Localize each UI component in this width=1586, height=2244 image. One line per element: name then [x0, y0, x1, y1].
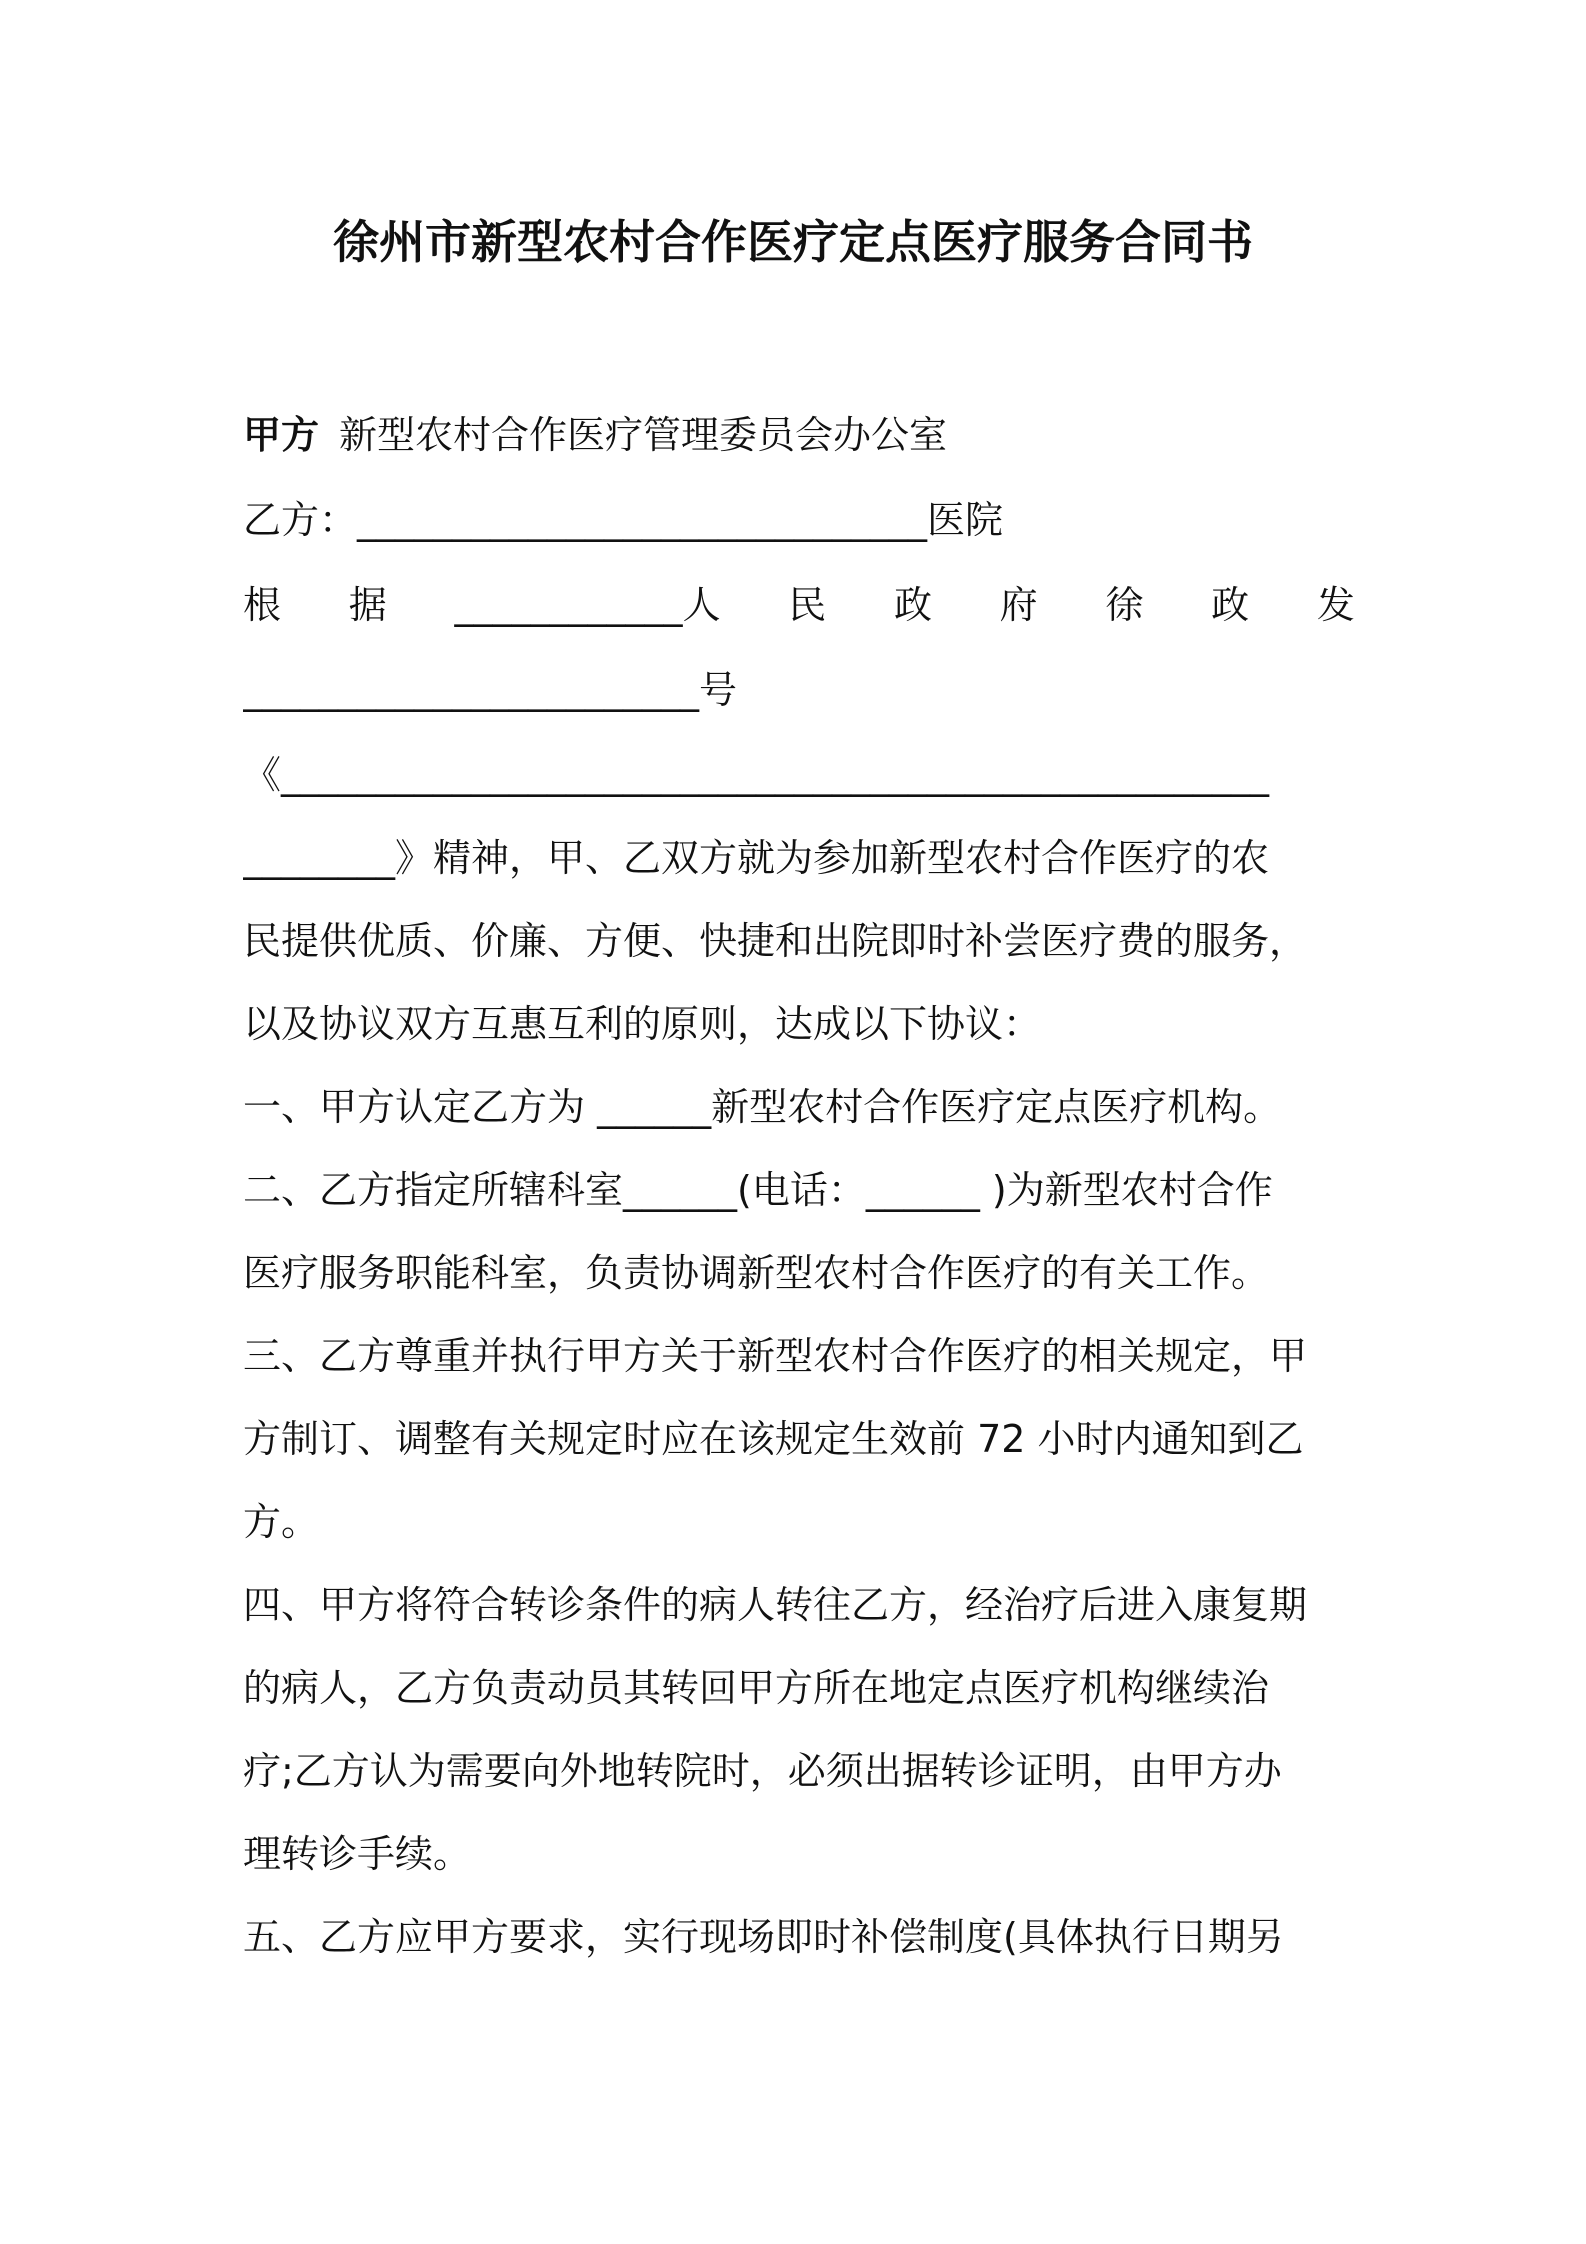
party-a-line	[243, 410, 1355, 460]
body-line: 《____________________________________________________	[243, 753, 1270, 797]
basis-char: 徐	[1105, 583, 1144, 627]
party-b-line: 乙方：______________________________医院	[243, 498, 1004, 542]
basis-char: 政	[893, 583, 932, 627]
body-line: 方制订、调整有关规定时应在该规定生效前 72 小时内通知到乙	[243, 1417, 1304, 1461]
basis-line	[243, 580, 1355, 630]
basis-char: 据	[348, 583, 387, 627]
clause-5: 五、乙方应甲方要求，实行现场即时补偿制度(具体执行日期另	[243, 1915, 1284, 1959]
basis-char: 根	[243, 583, 282, 627]
clause-3: 三、乙方尊重并执行甲方关于新型农村合作医疗的相关规定，甲	[243, 1334, 1308, 1378]
basis-char: ____________人	[454, 583, 721, 627]
basis-char: 民	[788, 583, 827, 627]
body-line: 以及协议双方互惠互利的原则，达成以下协议：	[243, 1002, 1042, 1046]
body-line: 理转诊手续。	[243, 1832, 472, 1876]
basis-char: 发	[1316, 583, 1355, 627]
party-a-value: 新型农村合作医疗管理委员会办公室	[339, 413, 948, 457]
clause-1: 一、甲方认定乙方为 ______新型农村合作医疗定点医疗机构。	[243, 1085, 1282, 1129]
number-line: ________________________号	[243, 668, 738, 712]
body-line: 疗;乙方认为需要向外地转院时，必须出据转诊证明，由甲方办	[243, 1749, 1282, 1793]
party-a-label: 甲方	[243, 413, 320, 457]
basis-char: 政	[1211, 583, 1250, 627]
document-title: 徐州市新型农村合作医疗定点医疗服务合同书	[333, 215, 1253, 269]
basis-char: 府	[999, 583, 1038, 627]
body-line: 的病人，乙方负责动员其转回甲方所在地定点医疗机构继续治	[243, 1666, 1270, 1710]
body-line: 方。	[243, 1500, 320, 1544]
body-line: ________》精神，甲、乙双方就为参加新型农村合作医疗的农	[243, 836, 1270, 880]
body-line: 医疗服务职能科室，负责协调新型农村合作医疗的有关工作。	[243, 1251, 1270, 1295]
body-line: 民提供优质、价廉、方便、快捷和出院即时补尝医疗费的服务，	[243, 919, 1308, 963]
clause-2: 二、乙方指定所辖科室______(电话：______ )为新型农村合作	[243, 1168, 1273, 1212]
clause-4: 四、甲方将符合转诊条件的病人转往乙方，经治疗后进入康复期	[243, 1583, 1308, 1627]
